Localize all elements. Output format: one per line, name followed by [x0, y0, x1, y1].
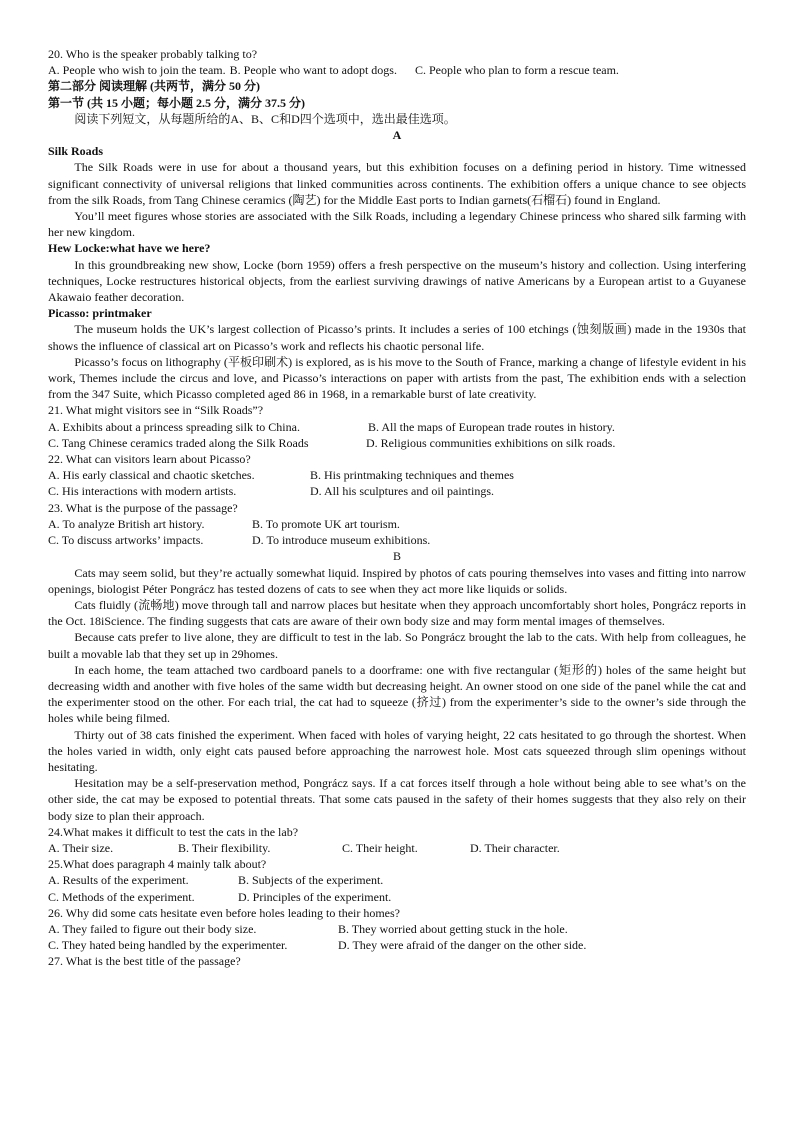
- q21-option-b: B. All the maps of European trade routes in history.: [368, 419, 615, 434]
- passage-a-paragraph-5: Picasso’s focus on lithography (平板印刷术) is explored, as is his move to the South of France, marking a change of lifestyle evident in his work, Themes include the circus and love, and Picasso’s interactions on paper with artists from the past, The exhibition ends with a selection from the 347 Suite, which Picasso completed aged 86 in 1968, in a remarkable burst of late creativity.: [48, 354, 746, 402]
- q24-option-a: A. Their size.: [48, 840, 114, 855]
- q23-option-b: B. To promote UK art tourism.: [252, 516, 400, 531]
- q24-options: [48, 840, 746, 856]
- q23-option-d: D. To introduce museum exhibitions.: [252, 533, 431, 548]
- passage-b-label: B: [392, 549, 401, 564]
- q21-option-a: A. Exhibits about a princess spreading silk to China.: [48, 419, 300, 434]
- q21-question: 21. What might visitors see in “Silk Roads”?: [48, 403, 264, 418]
- q26-options-row-2: [48, 937, 746, 953]
- q25-options-row-1: [48, 872, 746, 888]
- q21-options-row-2: [48, 435, 746, 451]
- q22-options-row-2: [48, 483, 746, 499]
- q23-option-a: A. To analyze British art history.: [48, 516, 205, 531]
- q26-options-row-1: [48, 921, 746, 937]
- q23-options-row-2: [48, 532, 746, 548]
- q25-option-d: D. Principles of the experiment.: [238, 889, 392, 904]
- passage-a-heading-picasso: Picasso: printmaker: [48, 306, 152, 321]
- passage-a-heading-hew-locke: Hew Locke:what have we here?: [48, 241, 211, 256]
- q21-options-row-1: [48, 419, 746, 435]
- q25-option-c: C. Methods of the experiment.: [48, 889, 195, 904]
- q20-question: 20. Who is the speaker probably talking to?: [48, 47, 258, 61]
- q22-options-row-1: [48, 467, 746, 483]
- reading-instruction: 阅读下列短文，从每题所给的A、B、C和D四个选项中，选出最佳选项。: [74, 111, 456, 126]
- q22-option-b: B. His printmaking techniques and themes: [310, 468, 514, 483]
- passage-a-paragraph-4: The museum holds the UK’s largest collection of Picasso’s prints. It includes a series of 100 etchings (蚀刻版画) made in the 1930s that shows the influence of classical art on Picasso’s work and reflects his chaotic personal life.: [48, 322, 746, 353]
- passage-b-paragraph-1: Cats may seem solid, but they’re actually somewhat liquid. Inspired by photos of cats pouring themselves into vases and fitting into narrow openings, biologist Péter Pongrácz has tested dozens of cats to see when they act more like liquids or solids.: [48, 565, 746, 596]
- q24-question: 24.What makes it difficult to test the cats in the lab?: [48, 824, 299, 839]
- passage-a-paragraph-1: The Silk Roads were in use for about a thousand years, but this exhibition focuses on a defining period in history. Time witnessed significant connectivity of universal religions that linked communities across continents. The exhibition offers a unique chance to see objects from the silk Roads, from Tang Chinese ceramics (陶艺) for the Middle East ports to Indian garnets(石榴石) found in England.: [48, 160, 746, 207]
- passage-b-paragraph-2: Cats fluidly (流畅地) move through tall and narrow places but hesitate when they approach uncomfortably short holes, Pongrácz reports in the Oct. 18iScience. The finding suggests that cats are aware of their own body size and may form mental images of themselves.: [48, 597, 746, 629]
- q25-options-row-2: [48, 889, 746, 905]
- q22-option-a: A. His early classical and chaotic sketches.: [48, 468, 255, 483]
- passage-a-heading-silk-roads: Silk Roads: [48, 144, 104, 159]
- q21-option-c: C. Tang Chinese ceramics traded along the Silk Roads: [48, 435, 309, 450]
- q21-option-d: D. Religious communities exhibitions on silk roads.: [366, 435, 616, 450]
- q26-option-c: C. They hated being handled by the experimenter.: [48, 938, 288, 953]
- q25-question: 25.What does paragraph 4 mainly talk about?: [48, 857, 267, 872]
- q20-option-b: B. People who want to adopt dogs.: [229, 63, 397, 78]
- q22-question: 22. What can visitors learn about Picasso?: [48, 452, 251, 467]
- q24-option-d: D. Their character.: [470, 840, 560, 855]
- q20-option-a: A. People who wish to join the team.: [48, 63, 226, 78]
- q26-question: 26. Why did some cats hesitate even before holes leading to their homes?: [48, 905, 401, 920]
- q26-option-d: D. They were afraid of the danger on the other side.: [338, 938, 587, 953]
- q23-option-c: C. To discuss artworks’ impacts.: [48, 533, 204, 548]
- passage-b-paragraph-3: Because cats prefer to live alone, they are difficult to test in the lab. So Pongrácz brought the lab to the cats. With help from colleagues, he built a movable lab that they set up in 29homes.: [48, 630, 746, 661]
- q24-option-c: C. Their height.: [342, 840, 418, 855]
- passage-a-paragraph-2: You’ll meet figures whose stories are associated with the Silk Roads, including a legendary Chinese princess who shared silk farming with her new kingdom.: [48, 209, 746, 240]
- q27-question: 27. What is the best title of the passage?: [48, 954, 241, 969]
- q25-option-b: B. Subjects of the experiment.: [238, 873, 384, 888]
- q20-option-c: C. People who plan to form a rescue team.: [414, 63, 619, 78]
- passage-a-label: A: [392, 128, 402, 143]
- passage-b-paragraph-6: Hesitation may be a self-preservation method, Pongrácz says. If a cat forces itself through a hole without being able to see what’s on the other side, the cat may be exposed to potential threats. That some cats paused in the safety of their homes suggests that they also rely on their body size to plan their approach.: [48, 776, 746, 823]
- q23-question: 23. What is the purpose of the passage?: [48, 500, 238, 515]
- q24-option-b: B. Their flexibility.: [178, 840, 271, 855]
- passage-a-paragraph-3: In this groundbreaking new show, Locke (born 1959) offers a fresh perspective on the museum’s history and collection. Using interfering techniques, Locke restructures historical objects, from the earliest surviving drawings of native Americans by a European artist to a Guyanese Akawaio feather decoration.: [48, 257, 746, 305]
- q22-option-c: C. His interactions with modern artists.: [48, 484, 237, 499]
- passage-b-paragraph-5: Thirty out of 38 cats finished the experiment. When faced with holes of varying height, 22 cats hesitated to go through the shortest. When the holes varied in width, only eight cats paused before approaching the narrowest hole. Most cats squeezed through slim openings without hesitating.: [48, 727, 746, 774]
- q26-option-a: A. They failed to figure out their body size.: [48, 921, 257, 936]
- q23-options-row-1: [48, 516, 746, 532]
- q26-option-b: B. They worried about getting stuck in the hole.: [338, 921, 568, 936]
- document-page: [48, 46, 746, 970]
- q20-options: [48, 62, 746, 78]
- section1-title: 第一节 (共 15 小题；每小题 2.5 分，满分 37.5 分): [48, 95, 305, 110]
- passage-b-paragraph-4: In each home, the team attached two cardboard panels to a doorframe: one with five rectangular (矩形的) holes of the same height but decreasing width and another with five holes of the same width but decreasing height. An owner stood on one side of the panel while the cat and the experimenter stood on the other. For each trial, the cat had to squeeze (挤过) from the experimenter’s side to the owner’s side through the holes while being filmed.: [48, 662, 746, 726]
- part2-title: 第二部分 阅读理解 (共两节，满分 50 分): [48, 79, 260, 94]
- q25-option-a: A. Results of the experiment.: [48, 873, 189, 888]
- q22-option-d: D. All his sculptures and oil paintings.: [310, 484, 494, 499]
